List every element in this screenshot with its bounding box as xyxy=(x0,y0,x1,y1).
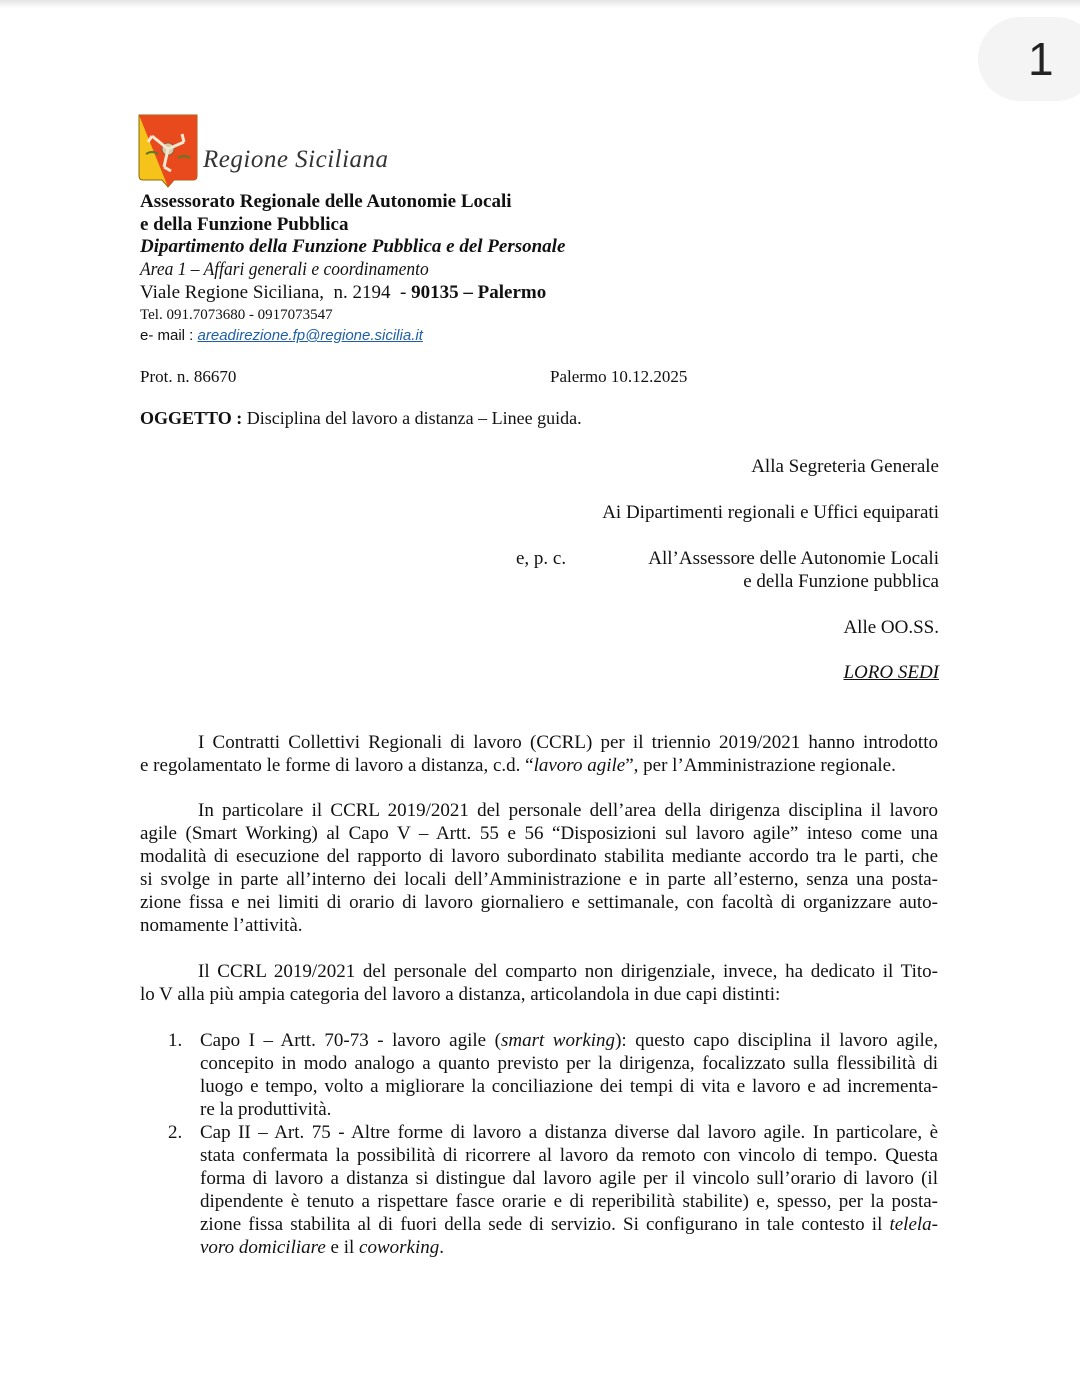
page-number-badge xyxy=(978,17,1080,101)
text-line: I Contratti Collettivi Regionali di lavoro (CCRL) per il triennio 2019/2021 hanno introdotto xyxy=(198,732,938,753)
text-run: . xyxy=(439,1237,444,1258)
text-line: lo V alla più ampia categoria del lavoro a distanza, articolandola in due capi distinti: xyxy=(140,984,781,1005)
text-line: modalità di esecuzione del rapporto di lavoro subordinato stabilita mediante accordo tra le parti, che xyxy=(140,846,938,867)
text-line: stata confermata la possibilità di ricorrere al lavoro da remoto con vincolo di tempo. Questa xyxy=(200,1145,938,1166)
text-run-italic: telela- xyxy=(889,1214,938,1235)
paragraph-2 xyxy=(140,799,938,937)
recipient-assessore-line-2: e della Funzione pubblica xyxy=(743,571,939,592)
text-line: concepito in modo analogo a quanto previsto per la dirigenza, focalizzato sulla flessibilità di xyxy=(200,1053,938,1074)
text-line: Il CCRL 2019/2021 del personale del comparto non dirigenziale, invece, ha dedicato il Tito- xyxy=(198,961,938,982)
recipient-assessore-line-1: All’Assessore delle Autonomie Locali xyxy=(648,548,939,569)
paragraph-3 xyxy=(140,960,938,1006)
list-item-body xyxy=(200,1029,938,1121)
address-street: Viale Regione Siciliana, n. 2194 - xyxy=(140,282,412,303)
place-date: Palermo 10.12.2025 xyxy=(550,367,688,386)
protocol-number: Prot. n. 86670 xyxy=(140,367,237,386)
text-line xyxy=(200,1213,938,1236)
text-run: e il xyxy=(325,1237,360,1258)
text-run-italic: coworking xyxy=(359,1237,440,1258)
recipient-oo-ss: Alle OO.SS. xyxy=(843,617,939,638)
text-line: nomamente l’attività. xyxy=(140,915,303,936)
text-line: agile (Smart Working) al Capo V – Artt. 55 e 56 “Disposizioni sul lavoro agile” inteso come una xyxy=(140,823,938,844)
text-run: ”, per l’Amministrazione regionale. xyxy=(625,755,896,776)
text-run: zione fissa stabilita al di fuori della sede di servizio. Si configurano in tale contesto il xyxy=(200,1214,890,1235)
text-line: si svolge in parte all’interno dei locali dell’Amministrazione e in parte all’esterno, senza una posta- xyxy=(140,869,938,890)
email-row xyxy=(140,325,423,347)
assessorato-line-1: Assessorato Regionale delle Autonomie Locali xyxy=(140,191,512,212)
text-line: zione fissa e nei limiti di orario di lavoro giornaliero e settimanale, con facoltà di organizzare auto- xyxy=(140,892,938,913)
text-run: e regolamentato le forme di lavoro a distanza, c.d. “ xyxy=(140,755,534,776)
text-line xyxy=(140,754,938,777)
text-run-italic: voro domiciliare xyxy=(200,1237,326,1258)
recipient-loro-sedi: LORO SEDI xyxy=(843,662,939,683)
email-link[interactable]: areadirezione.fp@regione.sicilia.it xyxy=(197,327,423,344)
text-line: dipendente è tenuto a rispettare fasce orarie e di reperibilità stabilite) e, spesso, per la posta- xyxy=(200,1191,938,1212)
text-line: luogo e tempo, volto a migliorare la conciliazione dei tempi di vita e lavoro e ad incrementa- xyxy=(200,1076,938,1097)
regione-siciliana-coat-of-arms-icon xyxy=(138,114,198,188)
recipient-dipartimenti: Ai Dipartimenti regionali e Uffici equiparati xyxy=(602,502,939,523)
list-number: 2. xyxy=(168,1122,183,1143)
assessorato-line-2: e della Funzione Pubblica xyxy=(140,214,349,235)
text-line: In particolare il CCRL 2019/2021 del personale dell’area della dirigenza disciplina il lavoro xyxy=(198,800,938,821)
list-number: 1. xyxy=(168,1030,183,1051)
subject-text: Disciplina del lavoro a distanza – Linee guida. xyxy=(242,408,582,428)
logo-text: Regione Siciliana xyxy=(203,146,389,173)
paragraph-1 xyxy=(140,731,938,777)
subject-label: OGGETTO : xyxy=(140,408,243,428)
address xyxy=(140,282,546,304)
email-label: e- mail : xyxy=(140,327,198,344)
text-line: forma di lavoro a distanza si distingue dal lavoro agile per il vincolo sull’orario di lavoro (il xyxy=(200,1168,938,1189)
text-run-italic: lavoro agile xyxy=(533,755,626,776)
text-run-italic: smart working xyxy=(500,1030,616,1051)
viewer-top-shadow xyxy=(0,0,1080,8)
recipient-segreteria: Alla Segreteria Generale xyxy=(751,456,939,477)
text-run: ): questo capo disciplina il lavoro agile, xyxy=(615,1030,938,1051)
address-city: 90135 – Palermo xyxy=(411,282,547,303)
telephone: Tel. 091.7073680 - 0917073547 xyxy=(140,307,333,323)
text-line xyxy=(200,1236,938,1259)
subject xyxy=(140,408,582,429)
text-run: Capo I – Artt. 70-73 - lavoro agile ( xyxy=(200,1030,501,1051)
cc-label: e, p. c. xyxy=(516,548,567,569)
area: Area 1 – Affari generali e coordinamento xyxy=(140,259,429,280)
dipartimento: Dipartimento della Funzione Pubblica e del Personale xyxy=(140,236,566,257)
list-item-body xyxy=(200,1121,938,1259)
text-line: Cap II – Art. 75 - Altre forme di lavoro a distanza diverse dal lavoro agile. In particolare, è xyxy=(200,1122,938,1143)
text-line: re la produttività. xyxy=(200,1099,332,1120)
page-number: 1 xyxy=(1028,33,1054,85)
text-line xyxy=(200,1029,938,1052)
